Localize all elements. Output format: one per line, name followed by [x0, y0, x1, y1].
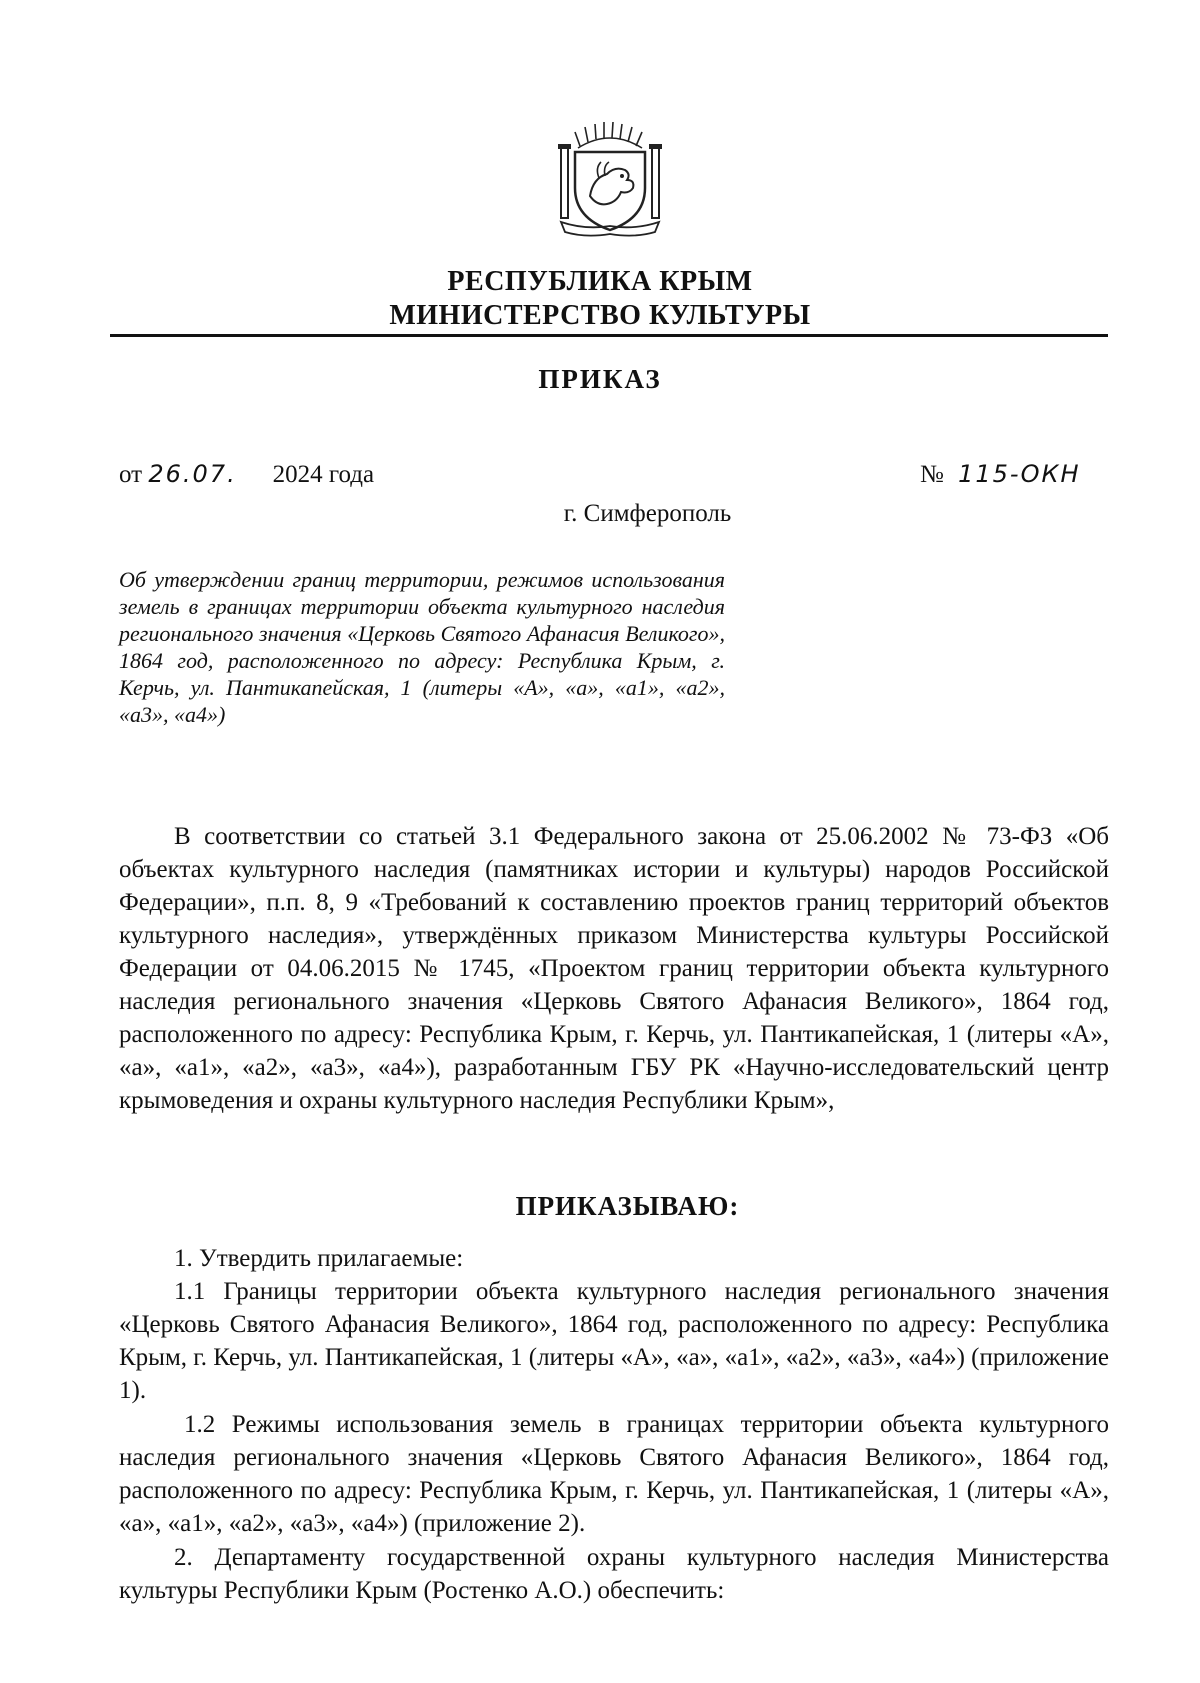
item-1-1: 1.1 Границы территории объекта культурного наследия регионального значения «Церковь Святого Афанасия Великого», 1864 год, расположенного по адресу: Республика Крым, г. Керчь, ул. Пантикапейская, 1 (литеры «А», «а», «а1», «а2», «а3», «а4») (приложение 1). — [119, 1278, 1109, 1404]
coat-of-arms-icon — [555, 118, 665, 238]
city-line — [0, 500, 1200, 528]
date-year: 2024 года — [272, 461, 375, 488]
order-heading-text: ПРИКАЗЫВАЮ: — [515, 1191, 740, 1221]
header-divider — [110, 334, 1108, 337]
date-prefix: от — [119, 461, 143, 488]
item-1-2: 1.2 Режимы использования земель в границах территории объекта культурного наследия регионального значения «Церковь Святого Афанасия Великого», 1864 год, расположенного по адресу: Республика Крым, г. Керчь, ул. Пантикапейская, 1 (литеры «А», «а», «а1», «а2», «а3», «а4») (приложение 2). — [119, 1411, 1109, 1537]
number-handwritten: 115-ОКН — [958, 460, 1081, 488]
item-1: 1. Утвердить прилагаемые: — [174, 1245, 464, 1272]
order-date — [119, 460, 374, 489]
order-subject: Об утверждении границ территории, режимов использования земель в границах территории объекта культурного наследия регионального значения «Церковь Святого Афанасия Великого», 1864 год, расположенного по адресу: Республика Крым, г. Керчь, ул. Пантикапейская, 1 (литеры «А», «а», «а1», «а2», «а3», «а4») — [119, 567, 725, 727]
org-line-ministry: МИНИСТЕРСТВО КУЛЬТУРЫ — [389, 300, 811, 331]
preamble-paragraph: В соответствии со статьей 3.1 Федерального закона от 25.06.2002 № 73-ФЗ «Об объектах культурного наследия (памятниках истории и культуры) народов Российской Федерации», п.п. 8, 9 «Требований к составлению проектов границ территорий объектов культурного наследия», утверждённых приказом Министерства культуры Российской Федерации от 04.06.2015 № 1745, «Проектом границ территории объекта культурного наследия регионального значения «Церковь Святого Афанасия Великого», 1864 год, расположенного по адресу: Республика Крым, г. Керчь, ул. Пантикапейская, 1 (литеры «А», «а», «а1», «а2», «а3», «а4»), разработанным ГБУ РК «Научно-исследовательский центр крымоведения и охраны культурного наследия Республики Крым», — [119, 823, 1109, 1114]
org-line-republic: РЕСПУБЛИКА КРЫМ — [447, 266, 753, 297]
item-2: 2. Департаменту государственной охраны культурного наследия Министерства культуры Республики Крым (Ростенко А.О.) обеспечить: — [119, 1544, 1109, 1604]
order-heading — [0, 1191, 1200, 1222]
city: г. Симферополь — [563, 500, 732, 527]
number-prefix: № — [920, 461, 944, 488]
document-type-title: ПРИКАЗ — [538, 364, 662, 394]
order-number — [920, 460, 1081, 489]
date-handwritten: 26.07. — [148, 460, 237, 488]
